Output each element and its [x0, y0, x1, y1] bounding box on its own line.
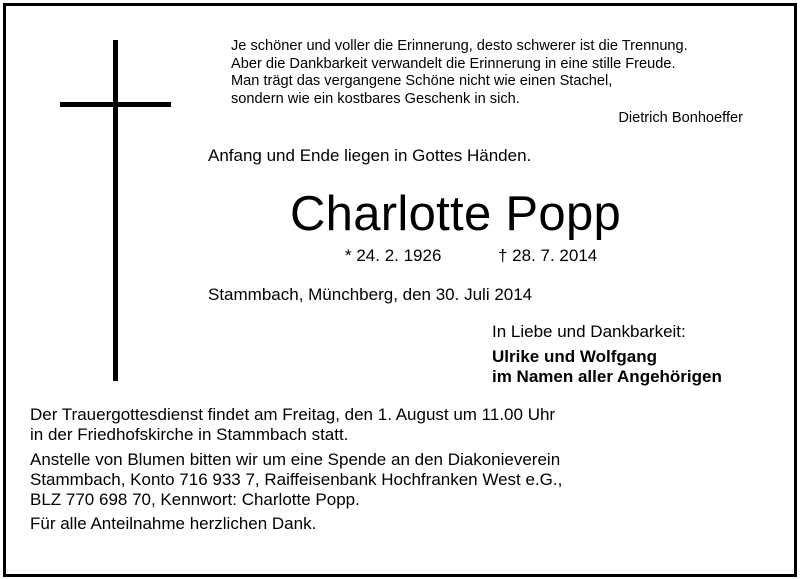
mourners-line-2: im Namen aller Angehörigen [492, 367, 722, 386]
service-notice [30, 405, 555, 445]
mourners-line-1: Ulrike und Wolfgang [492, 347, 657, 366]
quote-line-4: sondern wie ein kostbares Geschenk in sich. [231, 90, 520, 107]
donation-line-1: Anstelle von Blumen bitten wir um eine Spende an den Diakonieverein [30, 450, 561, 469]
donation-line-2: Stammbach, Konto 716 933 7, Raiffeisenbank Hochfranken West e.G., [30, 470, 563, 489]
donation-notice [30, 450, 562, 510]
quote-line-3: Man trägt das vergangene Schöne nicht wie einen Stachel, [231, 73, 613, 89]
place-and-date: Stammbach, Münchberg, den 30. Juli 2014 [208, 285, 533, 304]
death-date: † 28. 7. 2014 [498, 246, 598, 265]
service-line-2: in der Friedhofskirche in Stammbach statt. [30, 425, 349, 444]
closing-thanks: Für alle Anteilnahme herzlichen Dank. [30, 514, 317, 533]
mourners-names [492, 347, 722, 387]
quote-author: Dietrich Bonhoeffer [618, 110, 743, 126]
cross-vertical-beam [113, 40, 118, 381]
donation-line-3: BLZ 770 698 70, Kennwort: Charlotte Popp. [30, 490, 360, 509]
cross-horizontal-beam [60, 102, 171, 107]
quote-block [231, 38, 688, 108]
quote-line-2: Aber die Dankbarkeit verwandelt die Erinnerung in eine stille Freude. [231, 55, 676, 72]
birth-date: * 24. 2. 1926 [345, 246, 442, 265]
deceased-name: Charlotte Popp [290, 187, 622, 241]
service-line-1: Der Trauergottesdienst findet am Freitag, den 1. August um 11.00 Uhr [30, 405, 556, 424]
mourners-intro: In Liebe und Dankbarkeit: [492, 322, 686, 341]
quote-line-1: Je schöner und voller die Erinnerung, desto schwerer ist die Trennung. [231, 38, 688, 54]
motto-text: Anfang und Ende liegen in Gottes Händen. [208, 146, 532, 165]
